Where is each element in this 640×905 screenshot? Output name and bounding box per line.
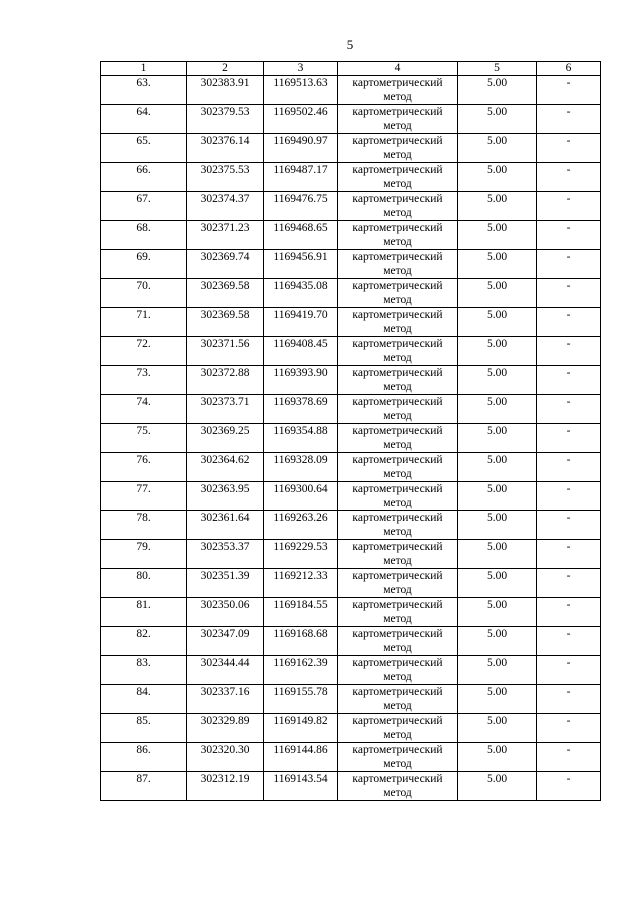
method-cell: картометрический метод xyxy=(338,250,458,279)
y-coordinate-cell: 1169263.26 xyxy=(264,511,338,540)
point-number-cell: 70. xyxy=(101,279,187,308)
x-coordinate-cell: 302350.06 xyxy=(187,598,264,627)
point-number-cell: 84. xyxy=(101,685,187,714)
accuracy-cell: 5.00 xyxy=(458,627,537,656)
y-coordinate-cell: 1169300.64 xyxy=(264,482,338,511)
method-cell: картометрический метод xyxy=(338,714,458,743)
table-row xyxy=(101,366,601,395)
y-coordinate-cell: 1169490.97 xyxy=(264,134,338,163)
note-cell: - xyxy=(537,221,601,250)
accuracy-cell: 5.00 xyxy=(458,395,537,424)
accuracy-cell: 5.00 xyxy=(458,250,537,279)
point-number-cell: 64. xyxy=(101,105,187,134)
note-cell: - xyxy=(537,76,601,105)
x-coordinate-cell: 302369.74 xyxy=(187,250,264,279)
point-number-cell: 83. xyxy=(101,656,187,685)
x-coordinate-cell: 302372.88 xyxy=(187,366,264,395)
point-number-cell: 75. xyxy=(101,424,187,453)
method-cell: картометрический метод xyxy=(338,366,458,395)
accuracy-cell: 5.00 xyxy=(458,279,537,308)
x-coordinate-cell: 302353.37 xyxy=(187,540,264,569)
column-header-4: 4 xyxy=(338,62,458,76)
note-cell: - xyxy=(537,163,601,192)
method-cell: картометрический метод xyxy=(338,627,458,656)
note-cell: - xyxy=(537,337,601,366)
method-cell: картометрический метод xyxy=(338,192,458,221)
x-coordinate-cell: 302371.56 xyxy=(187,337,264,366)
accuracy-cell: 5.00 xyxy=(458,163,537,192)
method-cell: картометрический метод xyxy=(338,163,458,192)
y-coordinate-cell: 1169168.68 xyxy=(264,627,338,656)
point-number-cell: 76. xyxy=(101,453,187,482)
point-number-cell: 81. xyxy=(101,598,187,627)
x-coordinate-cell: 302329.89 xyxy=(187,714,264,743)
x-coordinate-cell: 302374.37 xyxy=(187,192,264,221)
point-number-cell: 63. xyxy=(101,76,187,105)
point-number-cell: 74. xyxy=(101,395,187,424)
table-row xyxy=(101,482,601,511)
method-cell: картометрический метод xyxy=(338,482,458,511)
note-cell: - xyxy=(537,656,601,685)
table-row xyxy=(101,221,601,250)
table-row xyxy=(101,743,601,772)
table-row xyxy=(101,134,601,163)
x-coordinate-cell: 302363.95 xyxy=(187,482,264,511)
accuracy-cell: 5.00 xyxy=(458,685,537,714)
point-number-cell: 72. xyxy=(101,337,187,366)
method-cell: картометрический метод xyxy=(338,511,458,540)
x-coordinate-cell: 302320.30 xyxy=(187,743,264,772)
column-header-1: 1 xyxy=(101,62,187,76)
point-number-cell: 69. xyxy=(101,250,187,279)
method-cell: картометрический метод xyxy=(338,134,458,163)
note-cell: - xyxy=(537,453,601,482)
x-coordinate-cell: 302379.53 xyxy=(187,105,264,134)
table-row xyxy=(101,685,601,714)
column-header-3: 3 xyxy=(264,62,338,76)
accuracy-cell: 5.00 xyxy=(458,540,537,569)
method-cell: картометрический метод xyxy=(338,76,458,105)
method-cell: картометрический метод xyxy=(338,424,458,453)
x-coordinate-cell: 302347.09 xyxy=(187,627,264,656)
note-cell: - xyxy=(537,743,601,772)
column-header-6: 6 xyxy=(537,62,601,76)
accuracy-cell: 5.00 xyxy=(458,134,537,163)
point-number-cell: 67. xyxy=(101,192,187,221)
table-row xyxy=(101,337,601,366)
y-coordinate-cell: 1169328.09 xyxy=(264,453,338,482)
point-number-cell: 78. xyxy=(101,511,187,540)
method-cell: картометрический метод xyxy=(338,772,458,801)
y-coordinate-cell: 1169162.39 xyxy=(264,656,338,685)
point-number-cell: 87. xyxy=(101,772,187,801)
point-number-cell: 73. xyxy=(101,366,187,395)
x-coordinate-cell: 302364.62 xyxy=(187,453,264,482)
x-coordinate-cell: 302344.44 xyxy=(187,656,264,685)
table-row xyxy=(101,424,601,453)
y-coordinate-cell: 1169155.78 xyxy=(264,685,338,714)
y-coordinate-cell: 1169212.33 xyxy=(264,569,338,598)
accuracy-cell: 5.00 xyxy=(458,569,537,598)
y-coordinate-cell: 1169513.63 xyxy=(264,76,338,105)
table-row xyxy=(101,250,601,279)
table-body xyxy=(101,76,601,801)
note-cell: - xyxy=(537,424,601,453)
accuracy-cell: 5.00 xyxy=(458,337,537,366)
accuracy-cell: 5.00 xyxy=(458,772,537,801)
table-row xyxy=(101,279,601,308)
x-coordinate-cell: 302337.16 xyxy=(187,685,264,714)
table-row xyxy=(101,453,601,482)
x-coordinate-cell: 302371.23 xyxy=(187,221,264,250)
y-coordinate-cell: 1169149.82 xyxy=(264,714,338,743)
accuracy-cell: 5.00 xyxy=(458,192,537,221)
accuracy-cell: 5.00 xyxy=(458,656,537,685)
method-cell: картометрический метод xyxy=(338,105,458,134)
column-header-2: 2 xyxy=(187,62,264,76)
y-coordinate-cell: 1169408.45 xyxy=(264,337,338,366)
y-coordinate-cell: 1169419.70 xyxy=(264,308,338,337)
method-cell: картометрический метод xyxy=(338,337,458,366)
table-row xyxy=(101,772,601,801)
method-cell: картометрический метод xyxy=(338,453,458,482)
x-coordinate-cell: 302369.25 xyxy=(187,424,264,453)
table-row xyxy=(101,714,601,743)
y-coordinate-cell: 1169502.46 xyxy=(264,105,338,134)
method-cell: картометрический метод xyxy=(338,685,458,714)
x-coordinate-cell: 302312.19 xyxy=(187,772,264,801)
note-cell: - xyxy=(537,279,601,308)
y-coordinate-cell: 1169456.91 xyxy=(264,250,338,279)
table-header-row xyxy=(101,62,601,76)
note-cell: - xyxy=(537,482,601,511)
point-number-cell: 66. xyxy=(101,163,187,192)
table-row xyxy=(101,192,601,221)
accuracy-cell: 5.00 xyxy=(458,105,537,134)
note-cell: - xyxy=(537,395,601,424)
x-coordinate-cell: 302361.64 xyxy=(187,511,264,540)
method-cell: картометрический метод xyxy=(338,598,458,627)
table-row xyxy=(101,627,601,656)
y-coordinate-cell: 1169435.08 xyxy=(264,279,338,308)
note-cell: - xyxy=(537,192,601,221)
point-number-cell: 79. xyxy=(101,540,187,569)
x-coordinate-cell: 302375.53 xyxy=(187,163,264,192)
point-number-cell: 77. xyxy=(101,482,187,511)
table-row xyxy=(101,395,601,424)
accuracy-cell: 5.00 xyxy=(458,221,537,250)
x-coordinate-cell: 302383.91 xyxy=(187,76,264,105)
table-row xyxy=(101,163,601,192)
x-coordinate-cell: 302376.14 xyxy=(187,134,264,163)
note-cell: - xyxy=(537,569,601,598)
method-cell: картометрический метод xyxy=(338,743,458,772)
method-cell: картометрический метод xyxy=(338,656,458,685)
note-cell: - xyxy=(537,511,601,540)
point-number-cell: 65. xyxy=(101,134,187,163)
point-number-cell: 85. xyxy=(101,714,187,743)
y-coordinate-cell: 1169144.86 xyxy=(264,743,338,772)
note-cell: - xyxy=(537,105,601,134)
note-cell: - xyxy=(537,308,601,337)
y-coordinate-cell: 1169468.65 xyxy=(264,221,338,250)
y-coordinate-cell: 1169378.69 xyxy=(264,395,338,424)
accuracy-cell: 5.00 xyxy=(458,743,537,772)
y-coordinate-cell: 1169143.54 xyxy=(264,772,338,801)
y-coordinate-cell: 1169184.55 xyxy=(264,598,338,627)
note-cell: - xyxy=(537,598,601,627)
table-row xyxy=(101,76,601,105)
accuracy-cell: 5.00 xyxy=(458,76,537,105)
method-cell: картометрический метод xyxy=(338,279,458,308)
point-number-cell: 82. xyxy=(101,627,187,656)
point-number-cell: 68. xyxy=(101,221,187,250)
method-cell: картометрический метод xyxy=(338,221,458,250)
note-cell: - xyxy=(537,250,601,279)
accuracy-cell: 5.00 xyxy=(458,511,537,540)
note-cell: - xyxy=(537,540,601,569)
y-coordinate-cell: 1169487.17 xyxy=(264,163,338,192)
column-header-5: 5 xyxy=(458,62,537,76)
table-row xyxy=(101,598,601,627)
table-row xyxy=(101,569,601,598)
note-cell: - xyxy=(537,714,601,743)
note-cell: - xyxy=(537,134,601,163)
table-row xyxy=(101,308,601,337)
method-cell: картометрический метод xyxy=(338,569,458,598)
y-coordinate-cell: 1169354.88 xyxy=(264,424,338,453)
x-coordinate-cell: 302369.58 xyxy=(187,279,264,308)
accuracy-cell: 5.00 xyxy=(458,714,537,743)
point-number-cell: 86. xyxy=(101,743,187,772)
y-coordinate-cell: 1169393.90 xyxy=(264,366,338,395)
point-number-cell: 71. xyxy=(101,308,187,337)
note-cell: - xyxy=(537,366,601,395)
note-cell: - xyxy=(537,772,601,801)
table-row xyxy=(101,656,601,685)
accuracy-cell: 5.00 xyxy=(458,308,537,337)
accuracy-cell: 5.00 xyxy=(458,482,537,511)
x-coordinate-cell: 302373.71 xyxy=(187,395,264,424)
table-row xyxy=(101,105,601,134)
x-coordinate-cell: 302369.58 xyxy=(187,308,264,337)
note-cell: - xyxy=(537,627,601,656)
accuracy-cell: 5.00 xyxy=(458,366,537,395)
accuracy-cell: 5.00 xyxy=(458,453,537,482)
table-row xyxy=(101,540,601,569)
y-coordinate-cell: 1169476.75 xyxy=(264,192,338,221)
method-cell: картометрический метод xyxy=(338,540,458,569)
note-cell: - xyxy=(537,685,601,714)
page-number: 5 xyxy=(346,37,354,52)
method-cell: картометрический метод xyxy=(338,308,458,337)
table-row xyxy=(101,511,601,540)
y-coordinate-cell: 1169229.53 xyxy=(264,540,338,569)
coordinates-table xyxy=(100,61,601,801)
accuracy-cell: 5.00 xyxy=(458,424,537,453)
point-number-cell: 80. xyxy=(101,569,187,598)
method-cell: картометрический метод xyxy=(338,395,458,424)
x-coordinate-cell: 302351.39 xyxy=(187,569,264,598)
accuracy-cell: 5.00 xyxy=(458,598,537,627)
